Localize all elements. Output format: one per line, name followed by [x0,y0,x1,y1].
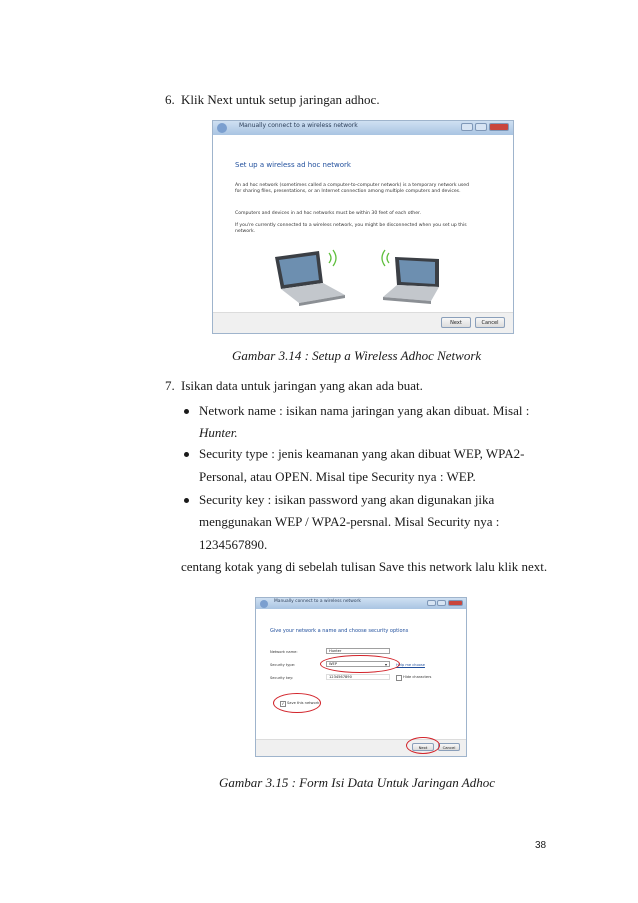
bullet-3-line-1: Security key : isikan password yang akan digunakan jika [199,492,495,507]
bullet-2-line-2: Personal, atau OPEN. Misal tipe Security nya : WEP. [199,469,476,484]
security-type-label: Security type: [270,663,296,667]
cancel-button[interactable]: Cancel [438,743,460,751]
step-7-intro: Isikan data untuk jaringan yang akan ada buat. [181,378,423,393]
figure-1-caption: Gambar 3.14 : Setup a Wireless Adhoc Network [232,348,482,363]
hide-characters-checkbox[interactable] [396,675,402,681]
security-type-highlight [320,655,400,673]
bullet-3-line-2: menggunakan WEP / WPA2-persnal. Misal Security nya : [199,514,500,529]
chevron-down-icon: ▾ [384,662,387,667]
dialog-paragraph-2: Computers and devices in ad hoc networks must be within 30 feet of each other. [235,211,421,216]
back-arrow-icon[interactable] [217,123,227,133]
laptop-left-icon [275,251,345,306]
network-name-label: Network name: [270,650,298,654]
laptop-right-icon [383,257,439,304]
window-title: Manually connect to a wireless network [239,122,358,129]
hide-characters-label: Hide characters [403,675,432,679]
security-key-field[interactable]: 1234567890 [326,674,390,680]
save-network-highlight [273,693,321,713]
dialog-paragraph-3: If you're currently connected to a wireless network, you might be disconnected when you set up this network. [235,223,467,234]
save-network-checkbox[interactable]: ✓ [281,701,285,706]
wifi-signal-right-icon [382,250,389,266]
minimize-icon[interactable] [427,600,436,606]
step-7-number: 7. [165,378,175,393]
step-6-number: 6. [165,92,175,107]
dialog-heading: Set up a wireless ad hoc network [235,161,351,169]
adhoc-laptops-illustration [253,243,473,313]
figure-2-caption: Gambar 3.15 : Form Isi Data Untuk Jaringan Adhoc [219,775,495,790]
figure-1-screenshot [212,120,514,334]
bullet-1-dot [184,409,189,414]
minimize-icon[interactable] [461,123,473,131]
help-me-choose-link[interactable]: Help me choose [396,663,425,667]
dialog-paragraph-1: An ad hoc network (sometimes called a computer-to-computer network) is a temporary network used for sharing files, presentations, or an Internet connection among multiple computers and devices. [235,183,469,194]
figure-2-screenshot [255,597,467,757]
bullet-3-dot [184,498,189,503]
step-6-text: Klik Next untuk setup jaringan adhoc. [181,92,380,107]
window-titlebar [213,121,513,135]
bullet-2-line-1: Security type : jenis keamanan yang akan dibuat WEP, WPA2- [199,446,525,461]
close-icon[interactable] [448,600,463,606]
next-button-highlight [406,737,440,754]
bullet-2-dot [184,452,189,457]
maximize-icon[interactable] [437,600,446,606]
security-key-label: Security key: [270,676,294,680]
bullet-1-line-2: Hunter. [199,425,238,440]
next-button[interactable]: Next [441,317,471,328]
window-title: Manually connect to a wireless network [274,599,361,604]
save-network-label: Save this network [287,701,320,705]
cancel-button[interactable]: Cancel [475,317,505,328]
maximize-icon[interactable] [475,123,487,131]
page-number: 38 [535,840,547,851]
back-arrow-icon[interactable] [260,600,268,608]
wifi-signal-left-icon [329,250,336,266]
step-7-closing: centang kotak yang di sebelah tulisan Save this network lalu klik next. [181,559,548,574]
close-icon[interactable] [489,123,509,131]
dialog-heading: Give your network a name and choose security options [270,628,409,634]
bullet-3-line-3: 1234567890. [199,537,268,552]
window-titlebar [256,598,466,609]
network-name-field[interactable]: Hunter [326,648,390,654]
dialog-footer [213,312,513,333]
next-button[interactable]: Next [412,743,434,751]
security-type-value: WEP [329,662,337,666]
bullet-1-line-1: Network name : isikan nama jaringan yang akan dibuat. Misal : [199,403,530,418]
